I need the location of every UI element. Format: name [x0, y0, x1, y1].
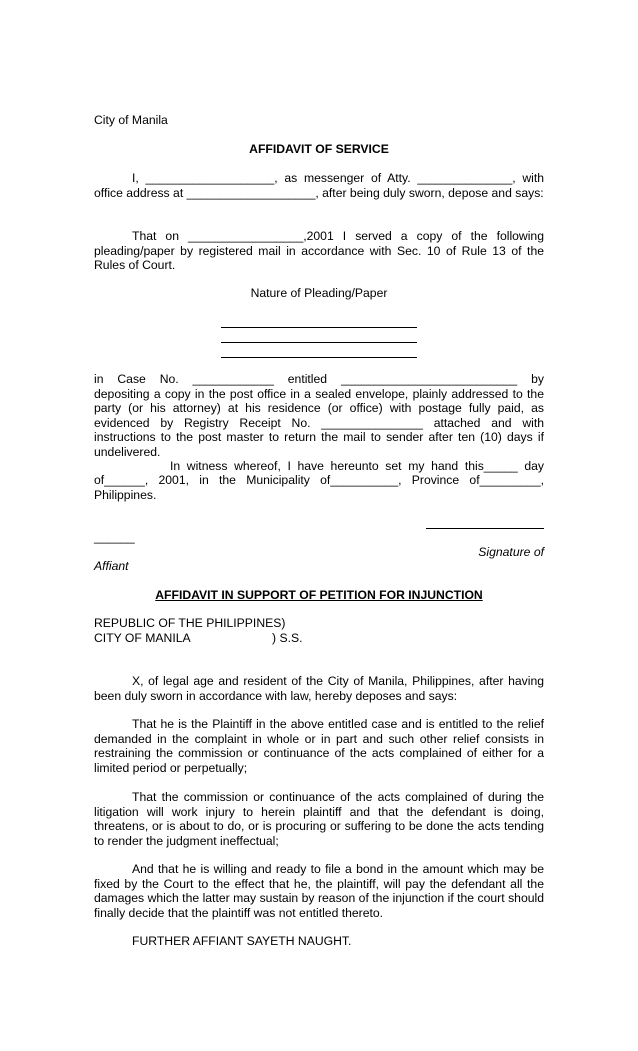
case-word: by [531, 372, 544, 386]
city-of-manila-label: CITY OF MANILA [94, 630, 191, 645]
republic-line: REPUBLIC OF THE PHILIPPINES) [94, 616, 286, 630]
blank-line-3 [221, 357, 417, 358]
case-word: entitled [287, 372, 328, 386]
paragraph-1-line-1: I, ___________________, as messenger of Atty. ______________, with [132, 171, 544, 185]
signature-line [426, 528, 544, 529]
blank-line-1 [221, 327, 417, 328]
city-of-manila-line [94, 631, 544, 646]
paragraph-6: That the commission or continuance of the acts complained of during the litigation will work injury to herein plaintiff and that the defendant is doing, threatens, or is about to do, or is procuring or suffering to be done the acts tending to render the judgment ineffectual; [94, 790, 544, 848]
case-word: Case [117, 372, 146, 386]
paragraph-7: And that he is willing and ready to file a bond in the amount which may be fixed by the Court to the effect that he, the plaintiff, will pay the defendant all the damages which the latter may sustain by reason of the injunction if the court should finally decide that the plaintiff was not entitled thereto. [94, 862, 544, 920]
paragraph-4: X, of legal age and resident of the City of Manila, Philippines, after having been duly sworn in accordance with law, hereby deposes and says: [94, 674, 544, 703]
paragraph-3: depositing a copy in the post office in a sealed envelope, plainly addressed to the party (or his attorney) at his residence (or office) with postage fully paid, as evidenced by Registry Receipt No. _______________ attached and with instructions to the post master to return the mail to sender after ten (10) days if undelivered. [94, 386, 544, 459]
city-header: City of Manila [94, 113, 168, 127]
title-affidavit-injunction: AFFIDAVIT IN SUPPORT OF PETITION FOR INJUNCTION [155, 588, 483, 602]
paragraph-5: That he is the Plaintiff in the above entitled case and is entitled to the relief demanded in the complaint in whole or in part and such other relief consists in restraining the commission or continuance of the acts complained of either for a limited period or perpetually; [94, 717, 544, 775]
case-word: No. [159, 372, 179, 386]
witness-paragraph: In witness whereof, I have hereunto set my hand this_____ day of______, 2001, in the Municipality of__________, Province of_________, Philippines. [94, 458, 544, 502]
case-word: ____________ [192, 372, 274, 386]
blank-line-2 [221, 342, 417, 343]
title-affidavit-of-service: AFFIDAVIT OF SERVICE [249, 142, 389, 156]
signature-of-label: Signature of [478, 545, 544, 559]
paragraph-1: office address at ___________________, after being duly sworn, depose and says: [94, 185, 544, 200]
case-word: __________________________ [340, 372, 518, 386]
ss-label: ) S.S. [272, 630, 303, 645]
nature-of-pleading-label: Nature of Pleading/Paper [250, 286, 388, 300]
signature-blank-left: ______ [94, 530, 135, 544]
paragraph-2: That on _________________,2001 I served a copy of the following pleading/paper by registered mail in accordance with Sec. 10 of Rule 13 of the Rules of Court. [94, 229, 544, 272]
further-affiant-line: FURTHER AFFIANT SAYETH NAUGHT. [132, 934, 352, 948]
affiant-label: Affiant [94, 559, 129, 573]
case-line [94, 372, 544, 387]
case-word: in [94, 372, 104, 386]
